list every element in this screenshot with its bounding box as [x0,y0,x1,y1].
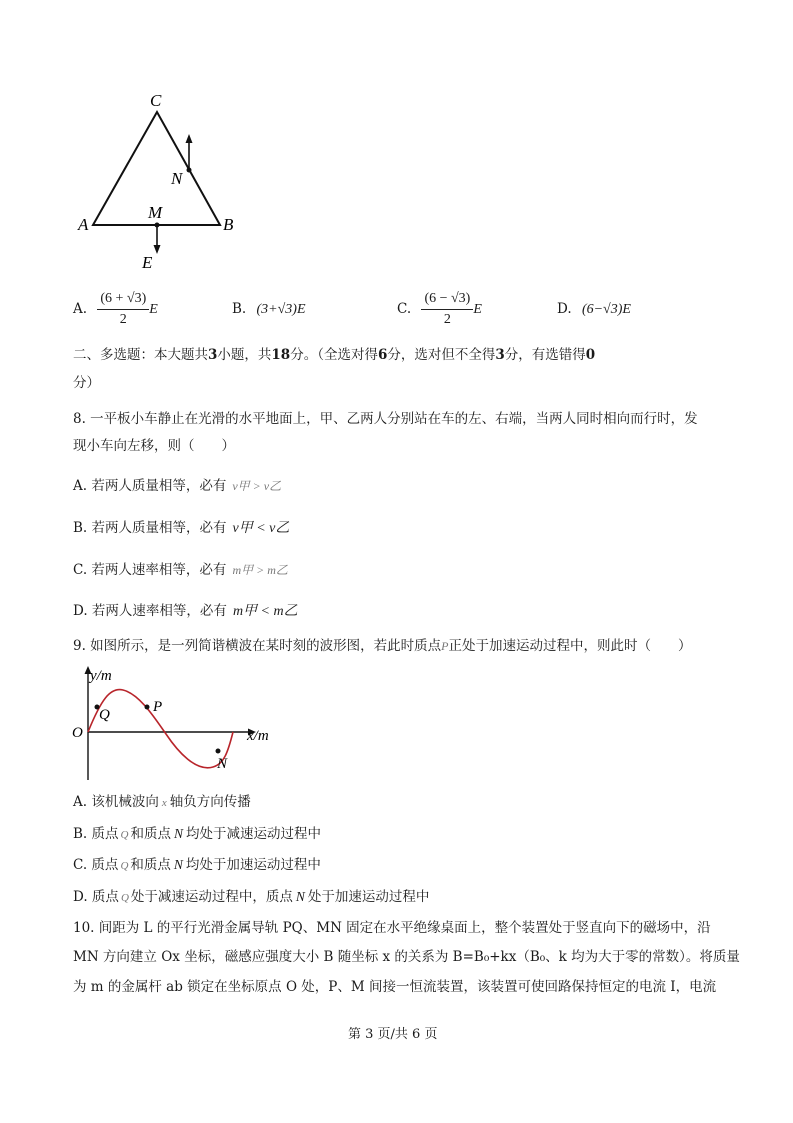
q7-option-a-letter: A. [73,301,88,317]
q10-stem-line2: MN 方向建立 Ox 坐标，磁感应强度大小 B 随坐标 x 的关系为 B=B₀+kx（B₀、k 均为大于零的常数）。将质量 [73,949,740,965]
q7-option-a[interactable]: A. $\frac{(6 + √3)}{2}$ E [73,291,158,327]
q7-option-a-fraction: $\frac{(6 + √3)}{2}$ [97,290,149,329]
label-e: E [142,253,153,272]
q9-option-b[interactable]: B. 质点 Q 和质点 N 均处于减速运动过程中 [73,826,321,842]
origin-label: O [72,725,83,741]
label-a: A [78,215,89,234]
label-n: N [171,169,183,188]
q10-stem-line3: 为 m 的金属杆 ab 锁定在坐标原点 O 处，P、M 间接一恒流装置，该装置可使回路保持恒定的电流 I，电流 [73,979,717,995]
q9-option-c[interactable]: C. 质点 Q 和质点 N 均处于加速运动过程中 [73,857,321,873]
point-n-wave [216,749,221,754]
q7-option-d-expr: (6−√3)E [581,302,631,317]
q9-stem: 9. 如图所示，是一列简谐横波在某时刻的波形图，若此时质点P正处于加速运动过程中，则此时（ ） [73,638,692,654]
q9-option-a[interactable]: A. 该机械波向 x 轴负方向传播 [73,794,251,810]
q8-option-b[interactable]: B. 若两人质量相等，必有 v甲 < v乙 [73,520,290,536]
page-footer: 第 3 页/共 6 页 [348,1027,438,1042]
q7-option-d[interactable] [557,300,631,319]
q10-stem-line1: 10. 间距为 L 的平行光滑金属导轨 PQ、MN 固定在水平绝缘桌面上，整个装置处于竖直向下的磁场中，沿 [73,920,711,936]
wave-graph [68,662,283,782]
q8-stem-line1: 8. 一平板小车静止在光滑的水平地面上，甲、乙两人分别站在车的左、右端，当两人同时相向而行时，发 [73,411,698,427]
label-q: Q [99,707,110,723]
q9-option-d[interactable]: D. 质点 Q 处于减速运动过程中，质点 N 处于加速运动过程中 [73,889,430,905]
label-n-wave: N [217,756,228,772]
label-b: B [223,215,234,234]
section2-header-line1: 二、多选题：本大题共3小题，共18分。（全选对得6分，选对但不全得3分，有选错得0 [73,347,596,363]
q7-option-b-letter: B. [232,301,247,317]
x-axis-label: x/m [247,728,269,744]
q8-option-d-math: m甲 < m乙 [232,604,298,619]
q7-option-c-fraction: $\frac{(6 - √3)}{2}$ [421,290,473,329]
point-p [145,705,150,710]
section2-header-line2: 分） [73,375,100,391]
q8-option-a-math: v甲 > v乙 [232,479,282,493]
q8-option-d[interactable]: D. 若两人速率相等，必有 m甲 < m乙 [73,603,298,619]
q8-option-b-math: v甲 < v乙 [232,521,290,536]
q8-option-c-math: m甲 > m乙 [232,563,288,577]
y-axis-label: y/m [90,668,112,684]
q7-option-b-expr: (3+√3)E [256,302,306,317]
arrow-e-head [154,245,161,254]
q8-stem-line2: 现小车向左移，则（ ） [73,438,235,454]
label-m: M [148,203,163,222]
q7-option-d-letter: D. [557,301,572,317]
q7-option-c-letter: C. [397,301,412,317]
q8-option-a[interactable]: A. 若两人质量相等，必有 v甲 > v乙 [73,478,282,494]
q7-option-b[interactable] [232,300,306,319]
triangle-figure [70,88,250,278]
arrow-n-head [186,134,193,143]
label-p: P [153,699,163,715]
label-c: C [150,91,162,110]
q8-option-c[interactable]: C. 若两人速率相等，必有 m甲 > m乙 [73,562,288,578]
q7-option-c[interactable]: C. $\frac{(6 - √3)}{2}$ E [397,291,482,327]
